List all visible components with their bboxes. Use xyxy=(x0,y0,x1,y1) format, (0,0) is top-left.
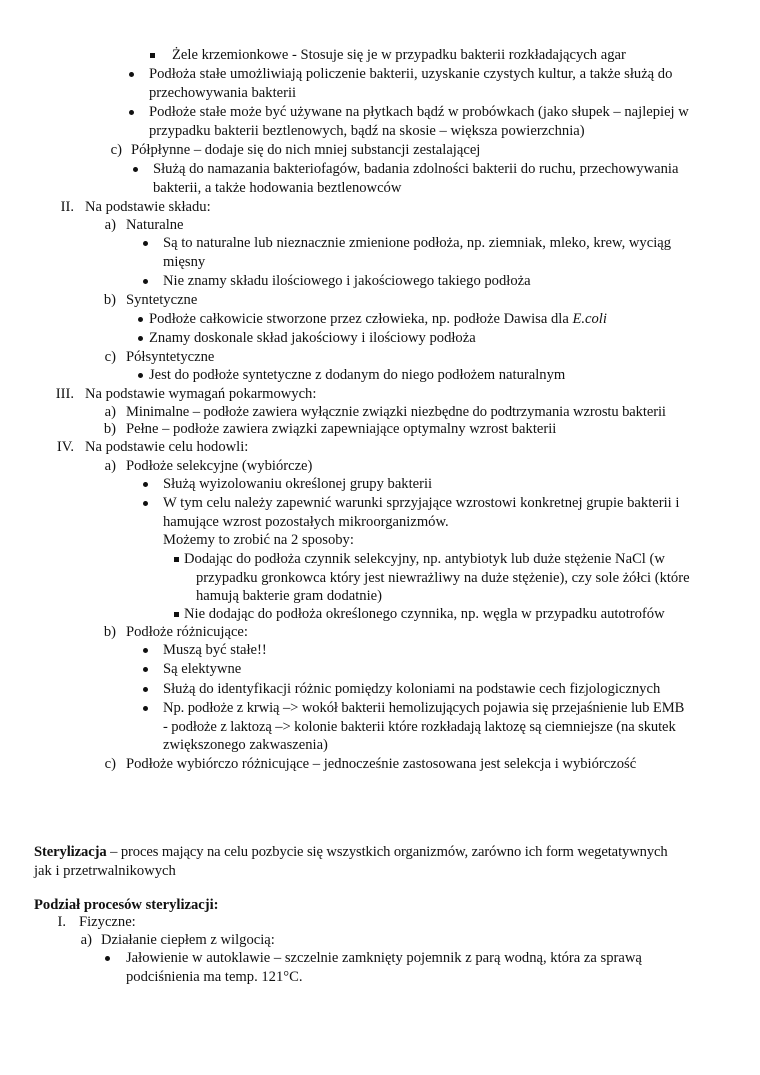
roman-marker: III. xyxy=(55,386,74,402)
bullet-icon xyxy=(129,110,134,115)
polplynne-bullet-line-2: bakterii, a także hodowania beztlenowców xyxy=(153,180,402,196)
rozniczujace-bullet-1: Muszą być stałe!! xyxy=(163,642,267,658)
fizyczne-heading: Fizyczne: xyxy=(79,914,136,930)
rozniczujace-bullet-4-line-3: zwiększonego zakwaszenia) xyxy=(163,737,328,753)
bullet-icon xyxy=(143,706,148,711)
naturalne-bullet-1-line-1: Są to naturalne lub nieznacznie zmienione podłoża, np. ziemniak, mleko, krew, wyciąg xyxy=(163,235,672,251)
list-marker: b) xyxy=(103,624,116,640)
roman-marker: I. xyxy=(57,914,66,930)
sterylizacja-definition-text: – proces mający na celu pozbycie się wszystkich organizmów, zarówno ich form wegetatywnych xyxy=(106,844,668,860)
bullet-icon xyxy=(143,482,148,487)
bullet-icon xyxy=(143,279,148,284)
polsyntetyczne-heading: Półsyntetyczne xyxy=(126,349,215,365)
section-3-title: Na podstawie wymagań pokarmowych: xyxy=(85,386,317,402)
list-marker: a) xyxy=(104,458,116,474)
bullet-icon xyxy=(138,336,143,341)
bullet-icon xyxy=(143,241,148,246)
section-4-title: Na podstawie celu hodowli: xyxy=(85,439,249,455)
minimalne-text: Minimalne – podłoże zawiera wyłącznie związki niezbędne do podtrzymania wzrostu bakterii xyxy=(126,404,666,420)
rozniczujace-bullet-3: Służą do identyfikacji różnic pomiędzy koloniami na podstawie cech fizjologicznych xyxy=(163,681,661,697)
roman-marker: II. xyxy=(60,199,74,215)
selekcyjne-bullet-1: Służą wyizolowaniu określonej grupy bakterii xyxy=(163,476,433,492)
bullet-icon xyxy=(143,687,148,692)
selekcyjne-heading: Podłoże selekcyjne (wybiórcze) xyxy=(126,458,313,474)
stale-bullet-1-line-2: przechowywania bakterii xyxy=(149,85,297,101)
sposob-1-line-2: przypadku gronkowca który jest niewrażliwy na duże stężenie), czy sole żółci (które xyxy=(196,570,690,586)
ecoli-italic: E.coli xyxy=(572,311,607,327)
list-marker: a) xyxy=(80,932,92,948)
square-bullet-icon xyxy=(174,557,179,562)
cieplo-wilgoc-heading: Działanie ciepłem z wilgocią: xyxy=(101,932,275,948)
list-marker: b) xyxy=(103,421,116,437)
rozniczujace-bullet-2: Są elektywne xyxy=(163,661,242,677)
polsyntetyczne-bullet: Jest do podłoże syntetyczne z dodanym do niego podłożem naturalnym xyxy=(149,367,566,383)
podzial-heading-text: Podział procesów sterylizacji: xyxy=(34,897,219,913)
bullet-icon xyxy=(138,317,143,322)
syntetyczne-bullet-1 xyxy=(149,310,607,329)
autoklaw-line-2: podciśnienia ma temp. 121°C. xyxy=(126,969,303,985)
sterylizacja-term: Sterylizacja xyxy=(34,844,107,860)
list-marker: c) xyxy=(104,349,116,365)
list-marker: a) xyxy=(104,404,116,420)
stale-bullet-2-line-1: Podłoże stałe może być używane na płytkach bądź w probówkach (jako słupek – najlepiej w xyxy=(149,104,689,120)
list-marker: c) xyxy=(110,142,122,158)
bullet-icon xyxy=(105,956,110,961)
bullet-icon xyxy=(129,72,134,77)
selekcyjne-bullet-2-line-1: W tym celu należy zapewnić warunki sprzyjające wzrostowi konkretnej grupie bakterii i xyxy=(163,495,680,511)
syntetyczne-bullet-1-text: Podłoże całkowicie stworzone przez człowieka, np. podłoże Dawisa dla xyxy=(149,311,573,327)
autoklaw-line-1: Jałowienie w autoklawie – szczelnie zamknięty pojemnik z parą wodną, która za sprawą xyxy=(126,950,642,966)
selekcyjne-bullet-2-line-2: hamujące wzrost pozostałych mikroorganizmów. xyxy=(163,514,449,530)
wybiorczo-rozniczujace-text: Podłoże wybiórczo różnicujące – jednocześnie zastosowana jest selekcja i wybiórczość xyxy=(126,756,637,772)
sterylizacja-definition-line-2: jak i przetrwalnikowych xyxy=(34,863,176,879)
naturalne-bullet-2: Nie znamy składu ilościowego i jakościowego takiego podłoża xyxy=(163,273,531,289)
bullet-icon xyxy=(143,501,148,506)
sposob-1-line-3: hamują bakterie gram dodatnie) xyxy=(196,588,382,604)
list-marker: b) xyxy=(103,292,116,308)
list-marker: c) xyxy=(104,756,116,772)
square-bullet-icon xyxy=(150,53,155,58)
sterylizacja-definition-line-1 xyxy=(34,843,668,862)
section-2-title: Na podstawie składu: xyxy=(85,199,211,215)
list-marker: a) xyxy=(104,217,116,233)
polplynne-heading: Półpłynne – dodaje się do nich mniej substancji zestalającej xyxy=(131,142,481,158)
sposob-2: Nie dodając do podłoża określonego czynnika, np. węgla w przypadku autotrofów xyxy=(184,606,665,622)
pelne-text: Pełne – podłoże zawiera związki zapewniające optymalny wzrost bakterii xyxy=(126,421,557,437)
bullet-icon xyxy=(143,648,148,653)
selekcyjne-bullet-2-line-3: Możemy to zrobić na 2 sposoby: xyxy=(163,532,354,548)
square-bullet-icon xyxy=(174,612,179,617)
bullet-icon xyxy=(143,667,148,672)
rozniczujace-bullet-4-line-1: Np. podłoże z krwią –> wokół bakterii hemolizujących pojawia się przejaśnienie lub EMB xyxy=(163,700,685,716)
bullet-icon xyxy=(138,373,143,378)
stale-bullet-2-line-2: przypadku bakterii beztlenowych, bądź na skosie – większa powierzchnia) xyxy=(149,123,585,139)
roman-marker: IV. xyxy=(56,439,74,455)
bullet-icon xyxy=(133,167,138,172)
syntetyczne-bullet-2: Znamy doskonale skład jakościowy i ilościowy podłoża xyxy=(149,330,476,346)
zele-bullet-text: Żele krzemionkowe - Stosuje się je w przypadku bakterii rozkładających agar xyxy=(172,47,626,63)
naturalne-bullet-1-line-2: mięsny xyxy=(163,254,206,270)
rozniczujace-heading: Podłoże różnicujące: xyxy=(126,624,248,640)
stale-bullet-1-line-1: Podłoża stałe umożliwiają policzenie bakterii, uzyskanie czystych kultur, a także służą do xyxy=(149,66,673,82)
sposob-1-line-1: Dodając do podłoża czynnik selekcyjny, np. antybiotyk lub duże stężenie NaCl (w xyxy=(184,551,665,567)
rozniczujace-bullet-4-line-2: - podłoże z laktozą –> kolonie bakterii które rozkładają laktozę są ciemniejsze (na skutek xyxy=(163,719,676,735)
syntetyczne-heading: Syntetyczne xyxy=(126,292,198,308)
naturalne-heading: Naturalne xyxy=(126,217,184,233)
polplynne-bullet-line-1: Służą do namazania bakteriofagów, badania zdolności bakterii do ruchu, przechowywania xyxy=(153,161,679,177)
